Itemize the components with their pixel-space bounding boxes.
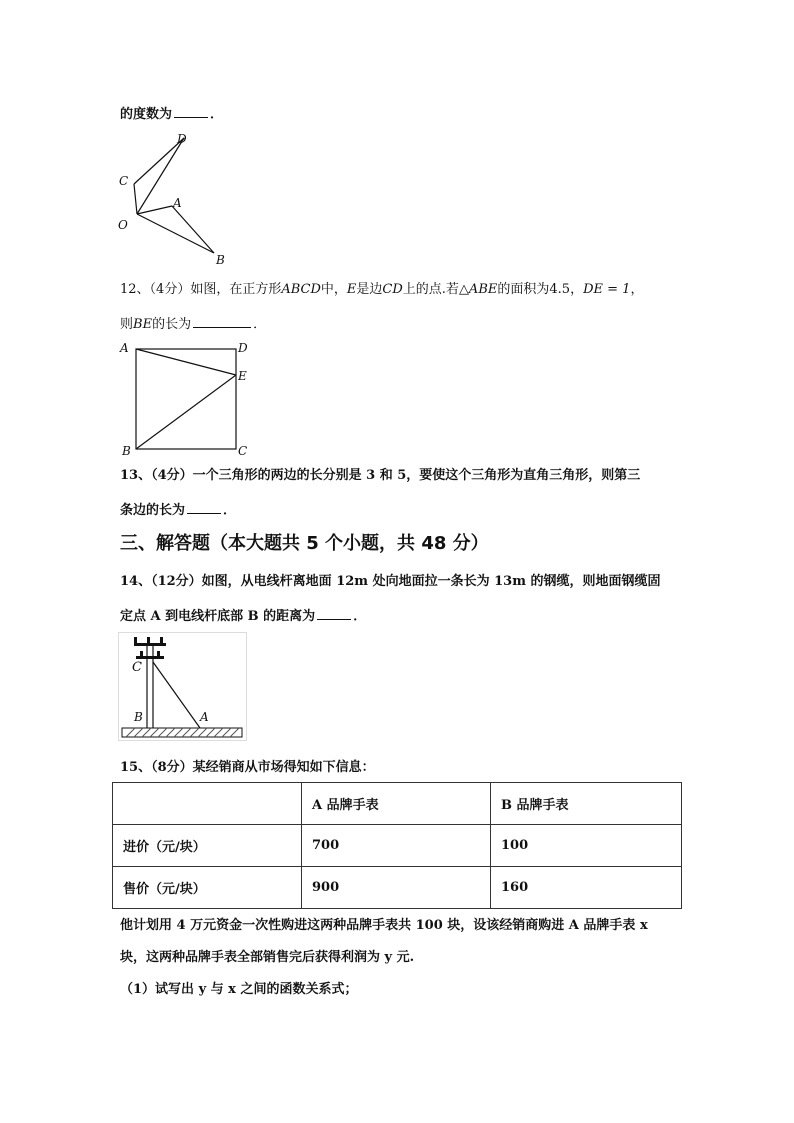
q12-line2-mid: 的长为	[152, 317, 192, 332]
q12-mid5: ，	[570, 282, 584, 297]
q11-label-d: D	[177, 132, 187, 146]
q12-triangle: △ABE	[458, 282, 498, 297]
q14-line2	[120, 606, 366, 625]
q13-line2-prefix: 条边的长为	[120, 503, 186, 518]
table-header-cell	[113, 783, 302, 825]
q12-square-abcd	[136, 349, 236, 449]
q14-line2-prefix: 定点 A 到电线杆底部 B 的距离为	[120, 609, 316, 624]
q11-line-o-a	[137, 206, 172, 214]
q14-answer-blank[interactable]	[317, 606, 351, 620]
q14-figure-frame	[119, 633, 247, 741]
q13-line2-end: ．	[223, 503, 237, 518]
q12-label-e: E	[238, 369, 247, 383]
table-cell: 900	[302, 867, 491, 909]
q12-mid3: 上的点.若	[402, 282, 459, 297]
q14-line2-end: ．	[353, 609, 367, 624]
q12-label-a: A	[120, 341, 129, 355]
q12-area-value: 4.5	[549, 282, 571, 297]
q11-label-b: B	[216, 253, 225, 267]
q11-answer-blank[interactable]	[174, 104, 208, 118]
q14-ground	[122, 728, 242, 737]
q11-angle-figure	[112, 128, 232, 270]
q12-segment-ae	[136, 349, 236, 375]
table-header-cell: A 品牌手表	[302, 783, 491, 825]
table-header-cell: B 品牌手表	[491, 783, 682, 825]
q15-price-table	[112, 782, 682, 909]
q12-line2-prefix: 则	[120, 317, 134, 332]
q12-label-c: C	[238, 444, 248, 458]
table-cell: 700	[302, 825, 491, 867]
table-header-row	[113, 783, 682, 825]
q12-line2-end: ．	[253, 317, 267, 332]
q13-line1: 13、（4分）一个三角形的两边的长分别是 3 和 5，要使这个三角形为直角三角形，则第三	[120, 468, 641, 483]
q12-mid4: 的面积为	[497, 282, 550, 297]
q12-point-e: E	[346, 282, 357, 297]
q12-de-eq: DE = 1	[583, 282, 631, 297]
section3-title: 三、解答题（本大题共 5 个小题，共 48 分）	[120, 533, 489, 554]
q11-line-o-b	[137, 214, 214, 253]
q14-cable-ca	[153, 662, 200, 728]
q12-label-b: B	[122, 444, 131, 458]
q14-label-b: B	[134, 710, 143, 724]
q12-be: BE	[133, 317, 153, 332]
q14-label-c: C	[132, 660, 142, 675]
q11-label-c: C	[119, 174, 129, 188]
table-row	[113, 825, 682, 867]
q15-para-line1: 他计划用 4 万元资金一次性购进这两种品牌手表共 100 块，设该经销商购进 A 品牌手表 x	[120, 918, 648, 933]
q12-square-name: ABCD	[281, 282, 321, 297]
q11-label-a: A	[173, 196, 182, 210]
table-cell: 160	[491, 867, 682, 909]
q11-line-a-b	[172, 206, 214, 253]
q12-line1-end: ，	[630, 282, 644, 297]
q11-line-c-o	[134, 184, 137, 214]
q14-pole-figure	[118, 632, 248, 742]
q11-tail-text: 的度数为	[120, 107, 173, 122]
q13-answer-blank[interactable]	[187, 500, 221, 514]
q11-label-o: O	[118, 218, 128, 232]
q12-square-figure	[112, 338, 257, 460]
q12-line2	[120, 314, 266, 333]
q12-line1	[120, 282, 643, 298]
q14-pole-top	[134, 637, 166, 659]
q11-answer-line	[120, 104, 223, 123]
q12-segment-be	[136, 375, 236, 449]
table-cell: 售价（元/块）	[113, 867, 302, 909]
q15-intro: 15、（8分）某经销商从市场得知如下信息：	[120, 760, 375, 775]
q12-label-d: D	[238, 341, 248, 355]
q14-label-a: A	[200, 710, 209, 724]
q13-line2	[120, 500, 236, 519]
table-cell: 进价（元/块）	[113, 825, 302, 867]
q12-mid2: 是边	[356, 282, 383, 297]
q12-prefix: 12、（4分）如图，在正方形	[120, 282, 282, 297]
q12-answer-blank[interactable]	[193, 314, 251, 328]
q15-para-line2: 块，这两种品牌手表全部销售完后获得利润为 y 元.	[120, 950, 415, 965]
q11-tail-end: ．	[210, 107, 224, 122]
table-row	[113, 867, 682, 909]
table-cell: 100	[491, 825, 682, 867]
q14-line1: 14、（12分）如图，从电线杆离地面 12m 处向地面拉一条长为 13m 的钢缆，则地面钢缆固	[120, 574, 661, 589]
q12-side-cd: CD	[382, 282, 403, 297]
q12-mid1: 中，	[320, 282, 347, 297]
q15-sub1: （1）试写出 y 与 x 之间的函数关系式；	[120, 982, 358, 997]
